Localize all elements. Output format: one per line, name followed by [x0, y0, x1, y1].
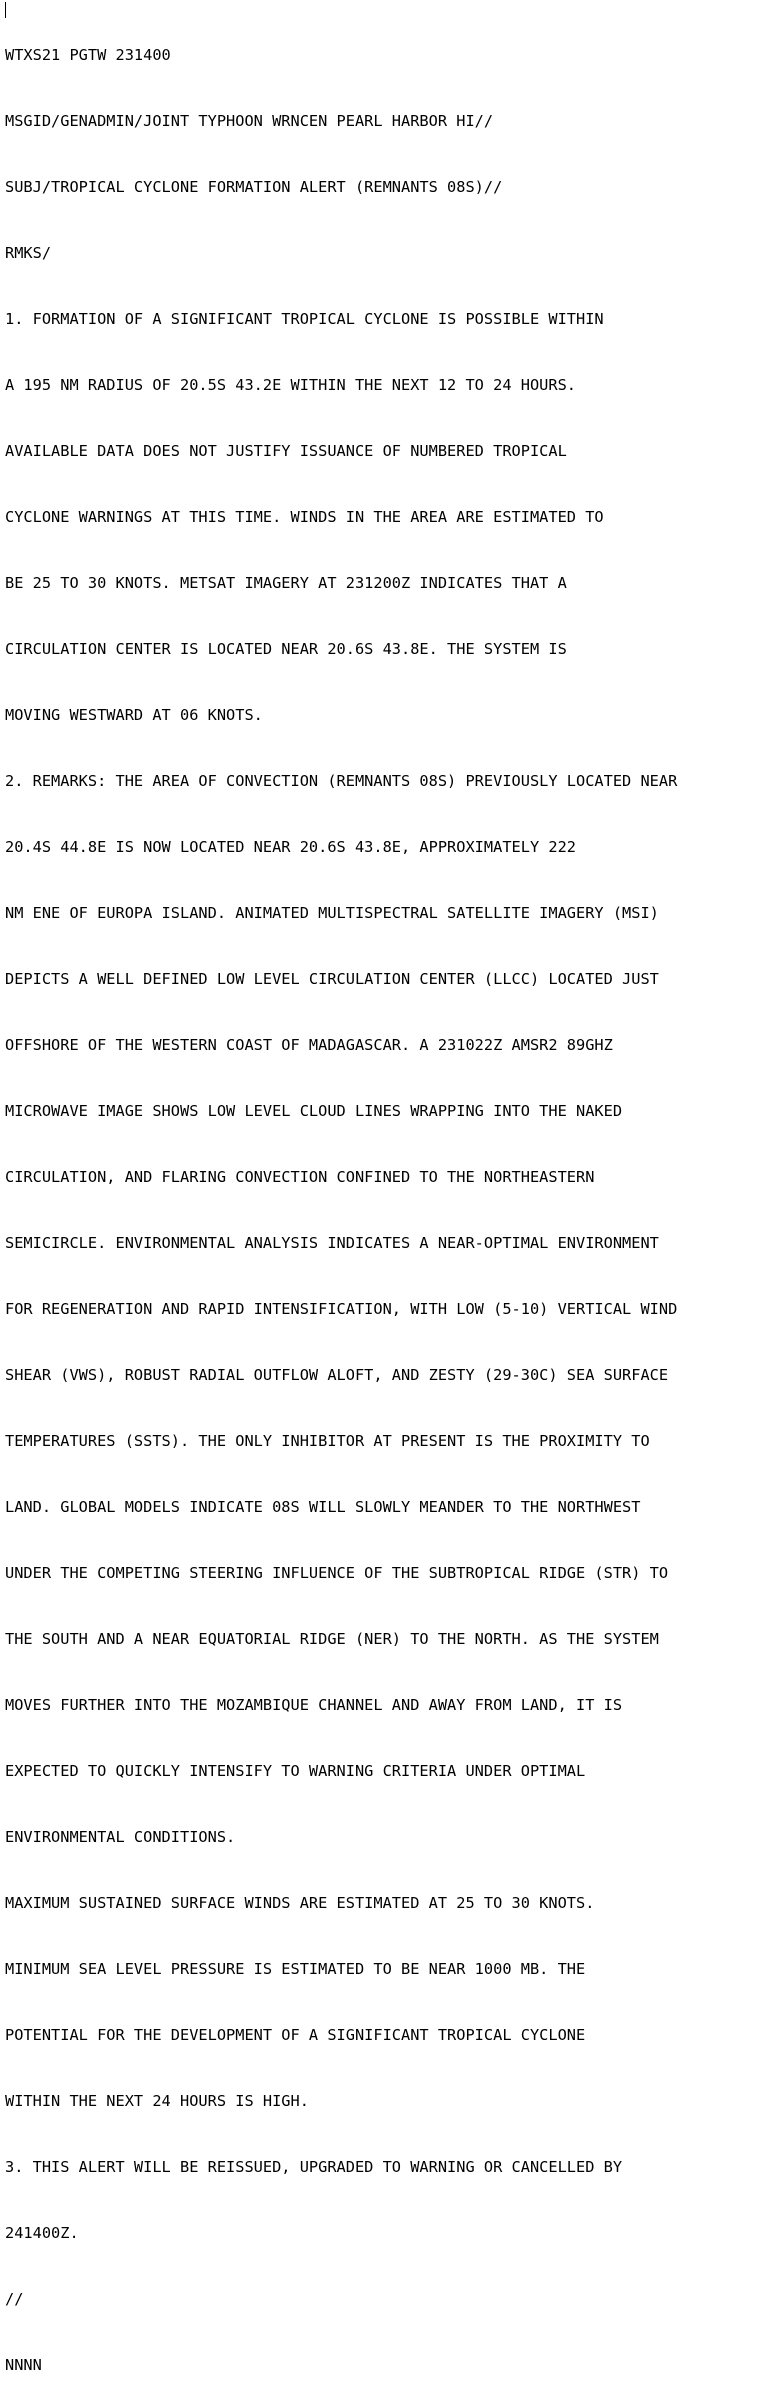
section-2-line: MINIMUM SEA LEVEL PRESSURE IS ESTIMATED TO BE NEAR 1000 MB. THE	[5, 1960, 586, 1978]
section-1-line: CYCLONE WARNINGS AT THIS TIME. WINDS IN THE AREA ARE ESTIMATED TO	[5, 508, 604, 526]
section-3-line: 3. THIS ALERT WILL BE REISSUED, UPGRADED TO WARNING OR CANCELLED BY	[5, 2158, 623, 2176]
section-2-line: DEPICTS A WELL DEFINED LOW LEVEL CIRCULATION CENTER (LLCC) LOCATED JUST	[5, 970, 659, 988]
section-2-line: SEMICIRCLE. ENVIRONMENTAL ANALYSIS INDICATES A NEAR-OPTIMAL ENVIRONMENT	[5, 1234, 659, 1252]
section-2-line: MAXIMUM SUSTAINED SURFACE WINDS ARE ESTIMATED AT 25 TO 30 KNOTS.	[5, 1894, 595, 1912]
section-2-line: CIRCULATION, AND FLARING CONVECTION CONFINED TO THE NORTHEASTERN	[5, 1168, 595, 1186]
header-line: WTXS21 PGTW 231400	[5, 46, 171, 64]
msgid-line: MSGID/GENADMIN/JOINT TYPHOON WRNCEN PEARL HARBOR HI//	[5, 112, 494, 130]
remarks-label: RMKS/	[5, 244, 52, 262]
section-2-line: POTENTIAL FOR THE DEVELOPMENT OF A SIGNIFICANT TROPICAL CYCLONE	[5, 2026, 586, 2044]
section-2-line: 2. REMARKS: THE AREA OF CONVECTION (REMNANTS 08S) PREVIOUSLY LOCATED NEAR	[5, 772, 678, 790]
section-1-line: MOVING WESTWARD AT 06 KNOTS.	[5, 706, 263, 724]
text-cursor	[5, 2, 6, 18]
section-1-line: A 195 NM RADIUS OF 20.5S 43.2E WITHIN THE NEXT 12 TO 24 HOURS.	[5, 376, 576, 394]
section-2-line: WITHIN THE NEXT 24 HOURS IS HIGH.	[5, 2092, 309, 2110]
section-2-line: OFFSHORE OF THE WESTERN COAST OF MADAGASCAR. A 231022Z AMSR2 89GHZ	[5, 1036, 613, 1054]
section-2-line: LAND. GLOBAL MODELS INDICATE 08S WILL SLOWLY MEANDER TO THE NORTHWEST	[5, 1498, 641, 1516]
text-document[interactable]	[5, 0, 677, 2398]
section-2-line: MOVES FURTHER INTO THE MOZAMBIQUE CHANNEL AND AWAY FROM LAND, IT IS	[5, 1696, 623, 1714]
end-of-remarks-line: //	[5, 2290, 24, 2308]
section-2-line: FOR REGENERATION AND RAPID INTENSIFICATION, WITH LOW (5-10) VERTICAL WIND	[5, 1300, 678, 1318]
section-1-line: CIRCULATION CENTER IS LOCATED NEAR 20.6S 43.8E. THE SYSTEM IS	[5, 640, 567, 658]
section-2-line: UNDER THE COMPETING STEERING INFLUENCE OF THE SUBTROPICAL RIDGE (STR) TO	[5, 1564, 669, 1582]
section-2-line: 20.4S 44.8E IS NOW LOCATED NEAR 20.6S 43.8E, APPROXIMATELY 222	[5, 838, 576, 856]
subject-line: SUBJ/TROPICAL CYCLONE FORMATION ALERT (REMNANTS 08S)//	[5, 178, 503, 196]
section-1-line: BE 25 TO 30 KNOTS. METSAT IMAGERY AT 231200Z INDICATES THAT A	[5, 574, 567, 592]
section-2-line: ENVIRONMENTAL CONDITIONS.	[5, 1828, 236, 1846]
section-2-line: THE SOUTH AND A NEAR EQUATORIAL RIDGE (NER) TO THE NORTH. AS THE SYSTEM	[5, 1630, 659, 1648]
section-1-line: AVAILABLE DATA DOES NOT JUSTIFY ISSUANCE OF NUMBERED TROPICAL	[5, 442, 567, 460]
section-1-line: 1. FORMATION OF A SIGNIFICANT TROPICAL CYCLONE IS POSSIBLE WITHIN	[5, 310, 604, 328]
section-2-line: EXPECTED TO QUICKLY INTENSIFY TO WARNING CRITERIA UNDER OPTIMAL	[5, 1762, 586, 1780]
section-2-line: TEMPERATURES (SSTS). THE ONLY INHIBITOR AT PRESENT IS THE PROXIMITY TO	[5, 1432, 650, 1450]
section-3-line: 241400Z.	[5, 2224, 79, 2242]
section-2-line: SHEAR (VWS), ROBUST RADIAL OUTFLOW ALOFT, AND ZESTY (29-30C) SEA SURFACE	[5, 1366, 669, 1384]
section-2-line: MICROWAVE IMAGE SHOWS LOW LEVEL CLOUD LINES WRAPPING INTO THE NAKED	[5, 1102, 623, 1120]
section-2-line: NM ENE OF EUROPA ISLAND. ANIMATED MULTISPECTRAL SATELLITE IMAGERY (MSI)	[5, 904, 659, 922]
end-of-message-line: NNNN	[5, 2356, 42, 2374]
